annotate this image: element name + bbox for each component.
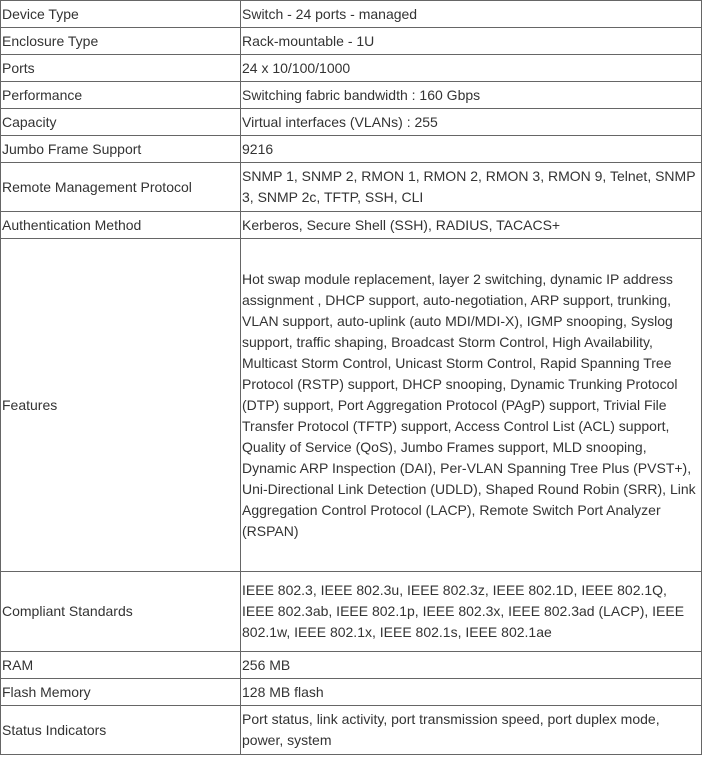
row-label: Authentication Method bbox=[1, 212, 241, 239]
row-label: Device Type bbox=[1, 1, 241, 28]
table-row bbox=[1, 82, 702, 109]
row-label: Features bbox=[1, 239, 241, 572]
row-value: SNMP 1, SNMP 2, RMON 1, RMON 2, RMON 3, RMON 9, Telnet, SNMP 3, SNMP 2c, TFTP, SSH, CLI bbox=[241, 163, 702, 212]
table-row bbox=[1, 109, 702, 136]
table-row bbox=[1, 136, 702, 163]
row-label: Enclosure Type bbox=[1, 28, 241, 55]
row-label: Status Indicators bbox=[1, 706, 241, 755]
row-value: Kerberos, Secure Shell (SSH), RADIUS, TACACS+ bbox=[241, 212, 702, 239]
table-row bbox=[1, 572, 702, 652]
row-value: IEEE 802.3, IEEE 802.3u, IEEE 802.3z, IEEE 802.1D, IEEE 802.1Q, IEEE 802.3ab, IEEE 802.1p, IEEE 802.3x, IEEE 802.3ad (LACP), IEEE 802.1w, IEEE 802.1x, IEEE 802.1s, IEEE 802.1ae bbox=[241, 572, 702, 652]
row-value: 24 x 10/100/1000 bbox=[241, 55, 702, 82]
row-value: Port status, link activity, port transmission speed, port duplex mode, power, system bbox=[241, 706, 702, 755]
row-value: Virtual interfaces (VLANs) : 255 bbox=[241, 109, 702, 136]
row-label: Jumbo Frame Support bbox=[1, 136, 241, 163]
table-row bbox=[1, 652, 702, 679]
table-row bbox=[1, 28, 702, 55]
row-label: Capacity bbox=[1, 109, 241, 136]
row-value: Rack-mountable - 1U bbox=[241, 28, 702, 55]
table-row bbox=[1, 1, 702, 28]
row-value: 256 MB bbox=[241, 652, 702, 679]
row-label: Performance bbox=[1, 82, 241, 109]
table-row bbox=[1, 706, 702, 755]
row-value: 9216 bbox=[241, 136, 702, 163]
table-row bbox=[1, 163, 702, 212]
row-value: Switching fabric bandwidth : 160 Gbps bbox=[241, 82, 702, 109]
row-value: Switch - 24 ports - managed bbox=[241, 1, 702, 28]
row-value: Hot swap module replacement, layer 2 switching, dynamic IP address assignment , DHCP support, auto-negotiation, ARP support, trunking, VLAN support, auto-uplink (auto MDI/MDI-X), IGMP snooping, Syslog support, traffic shaping, Broadcast Storm Control, High Availability, Multicast Storm Control, Unicast Storm Control, Rapid Spanning Tree Protocol (RSTP) support, DHCP snooping, Dynamic Trunking Protocol (DTP) support, Port Aggregation Protocol (PAgP) support, Trivial File Transfer Protocol (TFTP) support, Access Control List (ACL) support, Quality of Service (QoS), Jumbo Frames support, MLD snooping, Dynamic ARP Inspection (DAI), Per-VLAN Spanning Tree Plus (PVST+), Uni-Directional Link Detection (UDLD), Shaped Round Robin (SRR), Link Aggregation Control Protocol (LACP), Remote Switch Port Analyzer (RSPAN) bbox=[241, 239, 702, 572]
table-row bbox=[1, 212, 702, 239]
table-row bbox=[1, 55, 702, 82]
row-label: Remote Management Protocol bbox=[1, 163, 241, 212]
row-label: Ports bbox=[1, 55, 241, 82]
row-label: RAM bbox=[1, 652, 241, 679]
row-label: Flash Memory bbox=[1, 679, 241, 706]
table-row bbox=[1, 239, 702, 572]
row-label: Compliant Standards bbox=[1, 572, 241, 652]
row-value: 128 MB flash bbox=[241, 679, 702, 706]
table-row bbox=[1, 679, 702, 706]
